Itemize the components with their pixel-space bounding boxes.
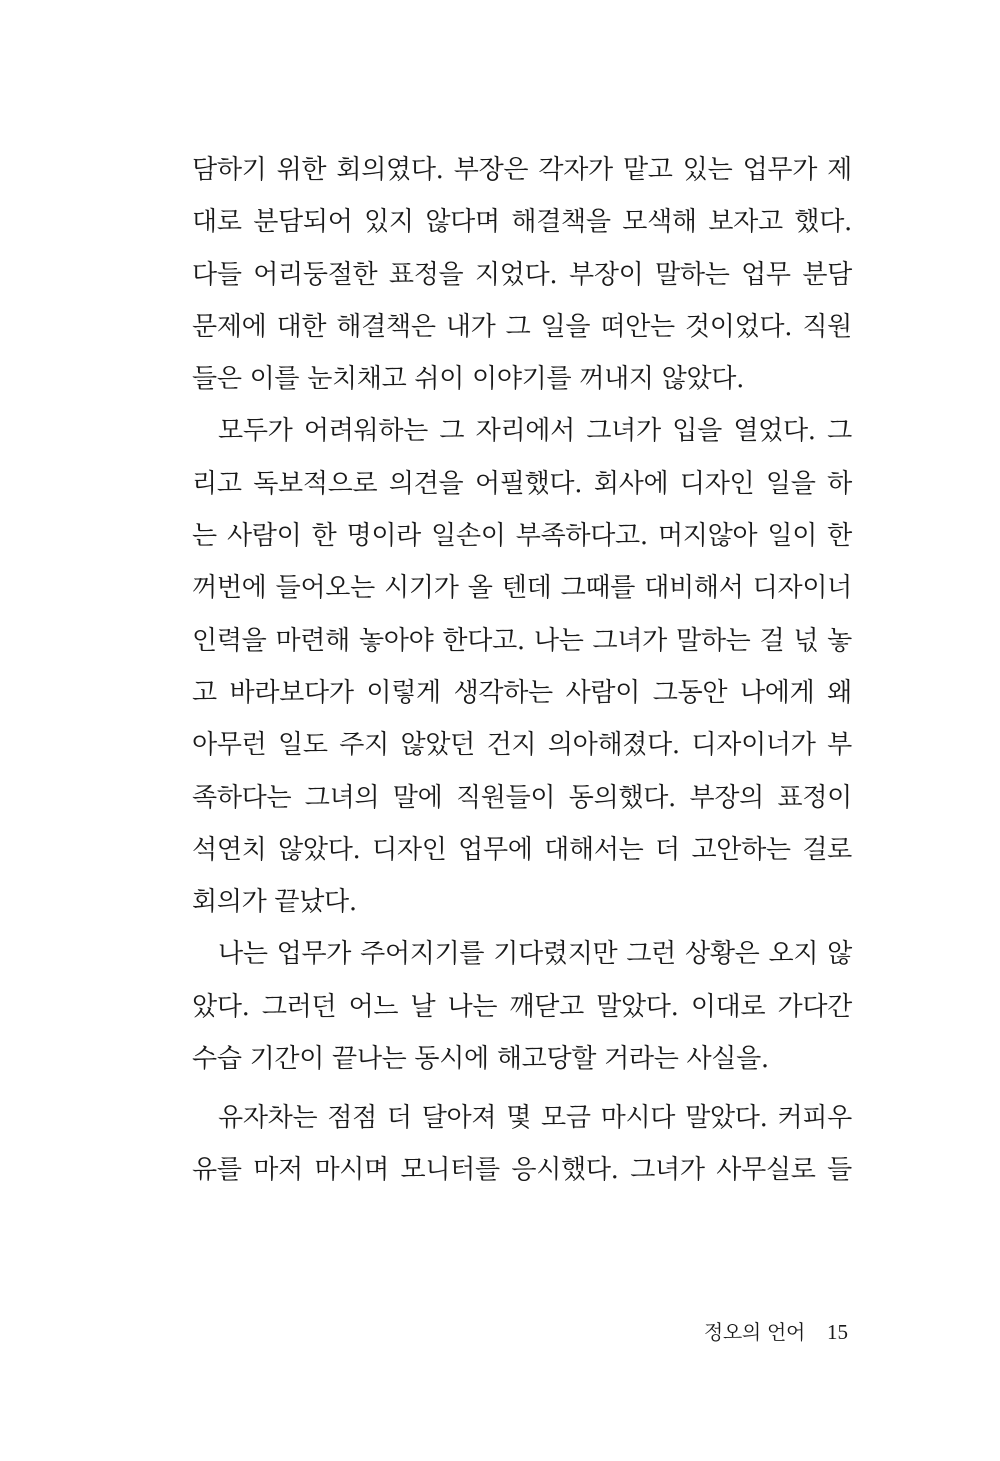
text-line: 고 바라보다가 이렇게 생각하는 사람이 그동안 나에게 왜 xyxy=(192,677,852,708)
text-line: 모두가 어려워하는 그 자리에서 그녀가 입을 열었다. 그 xyxy=(218,416,852,447)
text-line: 았다. 그러던 어느 날 나는 깨닫고 말았다. 이대로 가다간 xyxy=(192,991,852,1022)
page-number: 15 xyxy=(827,1320,848,1344)
paragraph xyxy=(192,928,852,1085)
text-line: 들은 이를 눈치채고 쉬이 이야기를 꺼내지 않았다. xyxy=(192,364,745,395)
text-line: 아무런 일도 주지 않았던 건지 의아해졌다. 디자이너가 부 xyxy=(192,730,852,761)
text-line: 인력을 마련해 놓아야 한다고. 나는 그녀가 말하는 걸 넋 놓 xyxy=(192,625,852,656)
text-line: 회의가 끝났다. xyxy=(192,887,357,918)
text-line: 나는 업무가 주어지기를 기다렸지만 그런 상황은 오지 않 xyxy=(218,939,852,970)
paragraph xyxy=(192,144,852,405)
text-line: 는 사람이 한 명이라 일손이 부족하다고. 머지않아 일이 한 xyxy=(192,521,852,552)
text-line: 리고 독보적으로 의견을 어필했다. 회사에 디자인 일을 하 xyxy=(192,468,852,499)
text-line: 다들 어리둥절한 표정을 지었다. 부장이 말하는 업무 분담 xyxy=(192,259,852,290)
book-title: 정오의 언어 xyxy=(703,1320,805,1344)
paragraph xyxy=(192,405,852,928)
paragraph xyxy=(192,1092,852,1197)
running-footer xyxy=(704,1318,848,1346)
text-section-2 xyxy=(192,1092,852,1197)
text-line: 문제에 대한 해결책은 내가 그 일을 떠안는 것이었다. 직원 xyxy=(192,311,852,342)
text-section-1 xyxy=(192,144,852,1085)
text-line: 꺼번에 들어오는 시기가 올 텐데 그때를 대비해서 디자이너 xyxy=(192,573,852,604)
text-line: 대로 분담되어 있지 않다며 해결책을 모색해 보자고 했다. xyxy=(192,207,852,238)
text-line: 유를 마저 마시며 모니터를 응시했다. 그녀가 사무실로 들 xyxy=(192,1155,852,1186)
text-line: 유자차는 점점 더 달아져 몇 모금 마시다 말았다. 커피우 xyxy=(218,1103,852,1133)
text-line: 족하다는 그녀의 말에 직원들이 동의했다. 부장의 표정이 xyxy=(192,782,852,813)
text-line: 수습 기간이 끝나는 동시에 해고당할 거라는 사실을. xyxy=(192,1044,769,1075)
text-line: 석연치 않았다. 디자인 업무에 대해서는 더 고안하는 걸로 xyxy=(192,834,852,865)
text-line: 담하기 위한 회의였다. 부장은 각자가 맡고 있는 업무가 제 xyxy=(192,155,852,185)
